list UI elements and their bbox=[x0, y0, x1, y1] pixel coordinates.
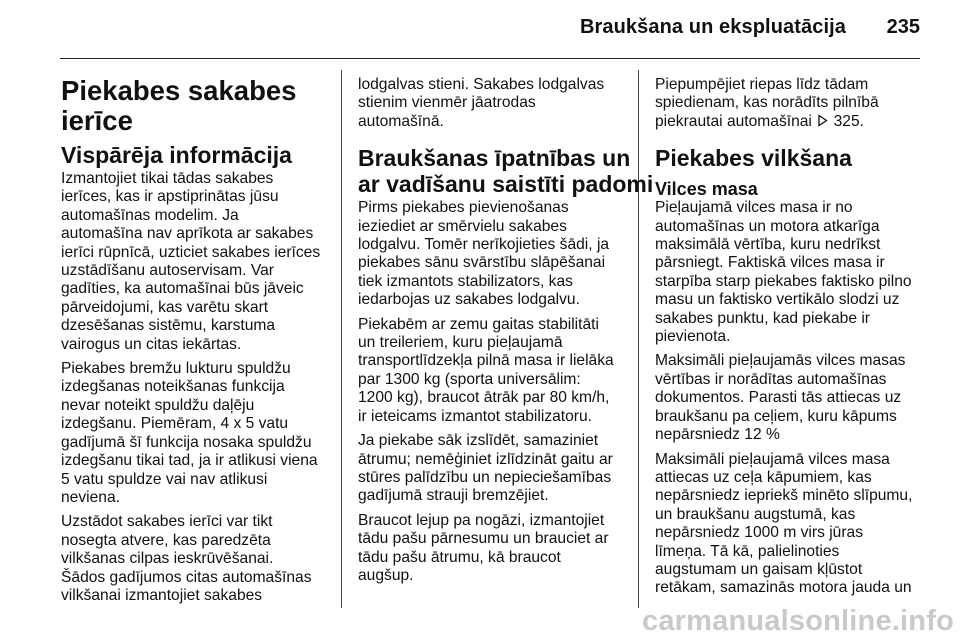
paragraph: Izmantojiet tikai tādas sakabes ierīces, kas ir apstiprinātas jūsu automašīnas modelim. Ja automašīna nav aprīkota ar sakabes ierīci rūpnīcā, uzticiet sakabes ierīces uzstādīšanu autoservisam. Var gadīties, ka automašīnai būs jāveic pārveidojumi, kas varētu skart dzesēšanas sistēmu, karstuma vairogus un citas iekārtas. bbox=[61, 170, 321, 353]
paragraph: Pieļaujamā vilces masa ir no automašīnas un motora atkarīga maksimālā vērtība, kuru nedrīkst pārsniegt. Faktiskā vilces masa ir starpība starp piekabes faktisko pilno masu un faktisko vertikālo slodzi uz sakabes punktu, kad piekabe ir pievienota. bbox=[655, 199, 912, 346]
column-divider-2 bbox=[638, 70, 639, 608]
paragraph: Piepumpējiet riepas līdz tādam spiedienam, kas norādīts pilnībā piekrautai automašīnai 325. bbox=[655, 76, 879, 130]
paragraph: lodgalvas stieni. Sakabes lodgalvas stienim vienmēr jāatrodas automašīnā. bbox=[358, 76, 605, 130]
header-rule bbox=[60, 58, 920, 59]
paragraph: Maksimāli pieļaujamā vilces masa attiecas uz ceļa kāpumiem, kas nepārsniedz iepriekš minēto slīpumu, un braukšanu augstumā, kas nepārsniedz 1000 m virs jūras līmeņa. Tā kā, palielinoties augstumam un gaisam kļūstot retākam, samazinās motora jauda un bbox=[655, 450, 913, 597]
running-header-title: Braukšana un ekspluatācija bbox=[579, 16, 846, 38]
paragraph: Maksimāli pieļaujamās vilces masas vērtības ir norādītas automašīnas dokumentos. Parasti tās attiecas uz braukšanu pa ceļiem, kuru kāpums nepārsniedz 12 % bbox=[655, 352, 906, 444]
column-divider-1 bbox=[341, 70, 342, 608]
page-reference-link[interactable]: 325. bbox=[833, 112, 864, 130]
column-3 bbox=[655, 76, 923, 604]
paragraph: Braucot lejup pa nogāzi, izmantojiet tādu pašu pārnesumu un brauciet ar tādu pašu ātrumu, kā braucot augšup. bbox=[358, 511, 609, 584]
paragraph: Piekabēm ar zemu gaitas stabilitāti un treileriem, kuru pieļaujamā transportlīdzekļa pilnā masa ir lielāka par 1300 kg (sporta universālim: 1200 kg), braucot ātrāk par 80 km/h, ir ieteicams izmantot stabilizatoru. bbox=[358, 315, 614, 425]
page-number: 235 bbox=[886, 16, 920, 38]
watermark: carmanualsonline.info bbox=[642, 605, 954, 637]
paragraph: Piekabes bremžu lukturu spuldžu izdegšanas noteikšanas funkcija nevar noteikt spuldžu daļēju izdegšanu. Piemēram, 4 x 5 vatu gadījumā šī funkcija nosaka spuldžu izdegšanu tikai tad, ja ir atlikusi viena 5 vatu spuldze vai nav atlikusi neviena. bbox=[61, 360, 318, 506]
paragraph: Uzstādot sakabes ierīci var tikt nosegta atvere, kas paredzēta vilkšanas cilpas ieskrūvēšanai. Šādos gadījumos citas automašīnas vilkšanai izmantojiet sakabes bbox=[61, 513, 312, 604]
page-reference-icon bbox=[816, 114, 829, 127]
subsection-trailer-towing: Piekabes vilkšana bbox=[655, 145, 852, 172]
subsection-general-info: Vispārēja informācija bbox=[61, 142, 292, 168]
subsection-driving-tips: Braukšanas īpatnības un ar vadīšanu saistīti padomi bbox=[358, 145, 654, 198]
paragraph: Pirms piekabes pievienošanas ieziediet ar smērvielu sakabes lodgalvu. Tomēr nerīkojieties šādi, ja piekabes sānu svārstību slāpēšanai tiek izmantots stabilizators, kas iedarbojas uz sakabes lodgalvu. bbox=[358, 199, 610, 309]
column-1 bbox=[61, 76, 329, 611]
section-title: Piekabes sakabes ierīce bbox=[61, 75, 297, 136]
heading-towing-mass: Vilces masa bbox=[655, 179, 758, 200]
paragraph: Ja piekabe sāk izslīdēt, samaziniet ātrumu; nemēģiniet izlīdzināt gaitu ar stūres palīdzību un nepieciešamības gadījumā strauji bremzējiet. bbox=[358, 432, 613, 505]
column-2 bbox=[358, 76, 654, 591]
